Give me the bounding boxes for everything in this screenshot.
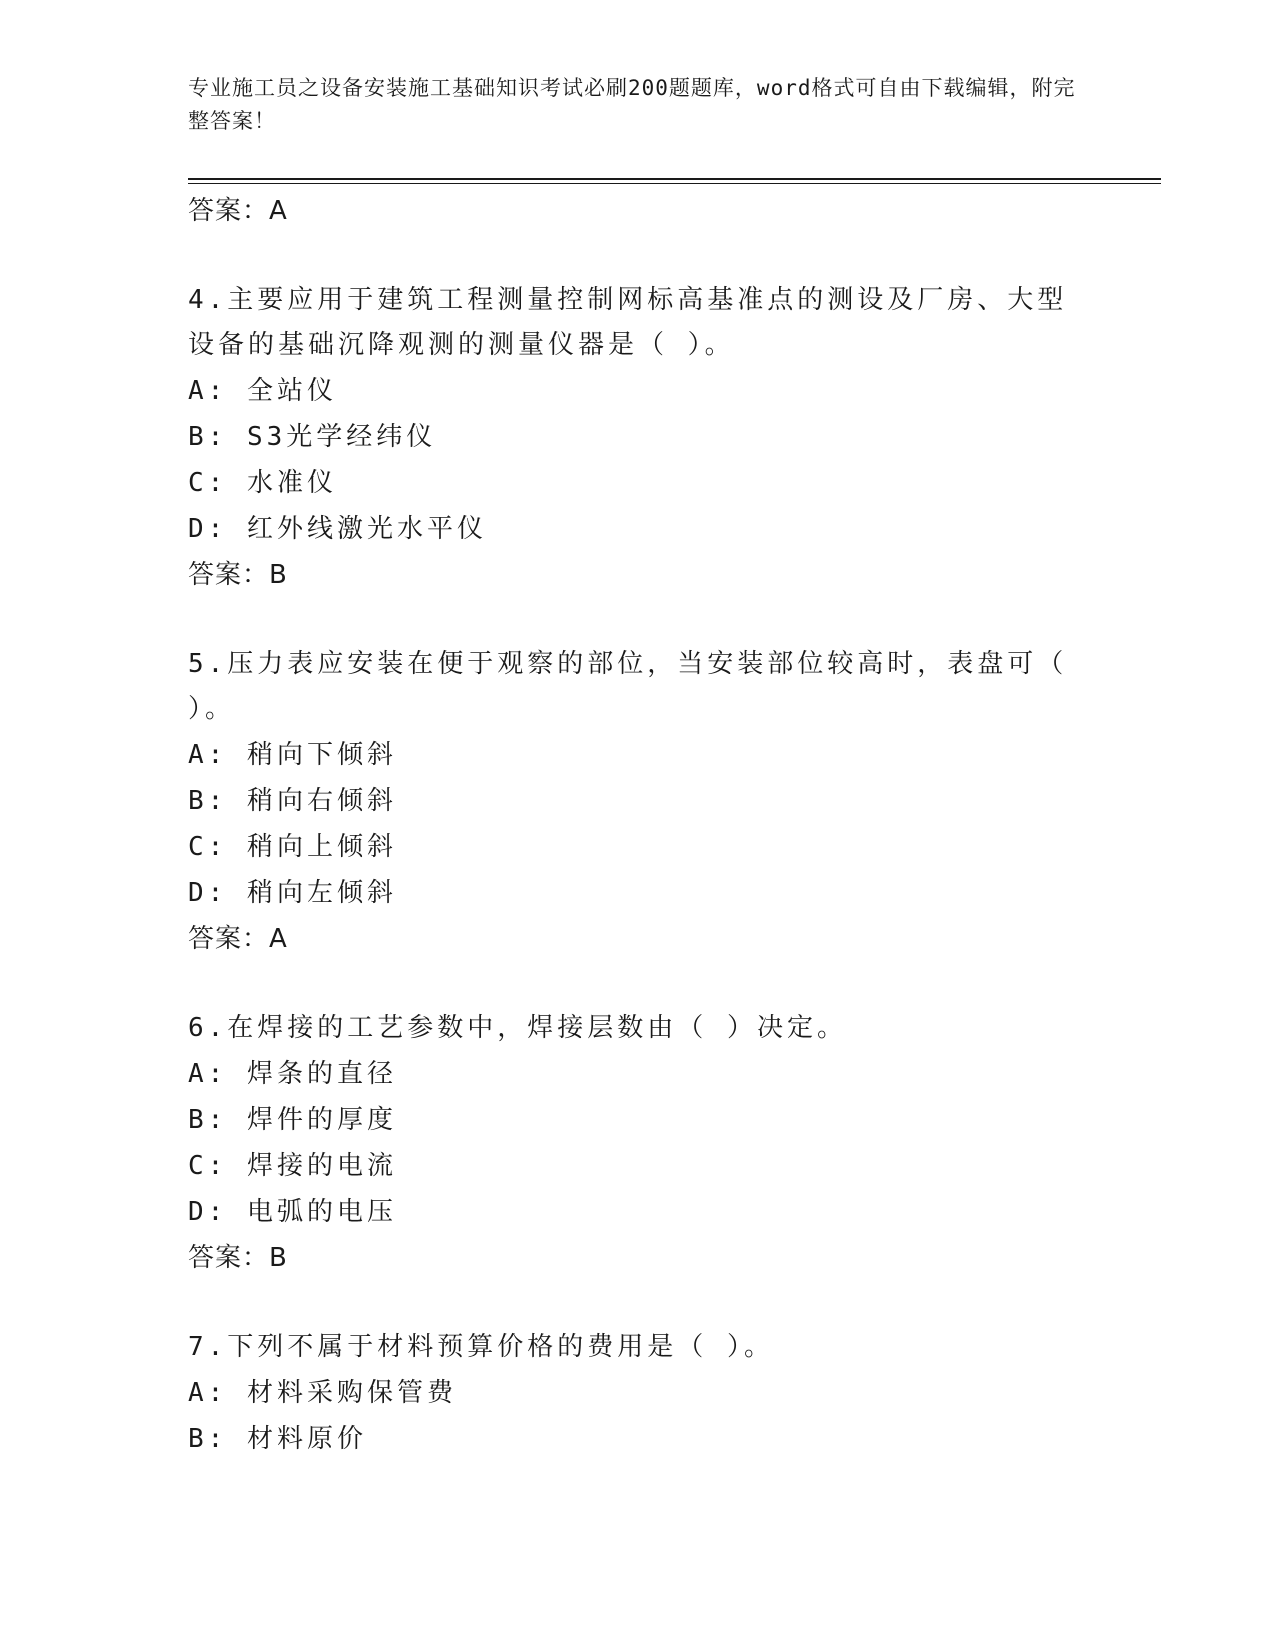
option-c: C: 焊接的电流 [188,1151,397,1181]
option-d: D: 红外线激光水平仪 [188,514,487,544]
option-d: D: 电弧的电压 [188,1197,397,1227]
question-stem: 6.在焊接的工艺参数中，焊接层数由（ ）决定。 [188,1013,847,1043]
question-block [188,278,1088,598]
option-a: A: 焊条的直径 [188,1059,397,1089]
option-a: A: 稍向下倾斜 [188,740,397,770]
option-d: D: 稍向左倾斜 [188,878,397,908]
question-stem: 7.下列不属于材料预算价格的费用是（ ）。 [188,1332,774,1362]
option-c: C: 稍向上倾斜 [188,832,397,862]
question-block [188,642,1088,962]
option-b: B: 焊件的厚度 [188,1105,397,1135]
answer-line: 答案：A [188,924,288,954]
question-stem: 4.主要应用于建筑工程测量控制网标高基准点的测设及厂房、大型设备的基础沉降观测的测量仪器是（ ）。 [188,285,1068,360]
page-header: 专业施工员之设备安装施工基础知识考试必刷200题题库，word格式可自由下载编辑，附完整答案！ [188,76,1076,133]
option-b: B: 材料原价 [188,1424,367,1454]
question-list [188,188,1088,1462]
answer-line: 答案：B [188,1243,288,1273]
header-divider-thin [188,183,1161,184]
question-stem: 5.压力表应安装在便于观察的部位，当安装部位较高时，表盘可（ ）。 [188,649,1068,724]
option-a: A: 材料采购保管费 [188,1378,457,1408]
option-c: C: 水准仪 [188,468,337,498]
question-block [188,1006,1088,1281]
answer-line: 答案：A [188,196,288,226]
option-b: B: 稍向右倾斜 [188,786,397,816]
option-a: A: 全站仪 [188,376,337,406]
question-block [188,1325,1088,1462]
answer-line: 答案：B [188,560,288,590]
header-divider [188,178,1161,180]
option-b: B: S3光学经纬仪 [188,422,437,452]
